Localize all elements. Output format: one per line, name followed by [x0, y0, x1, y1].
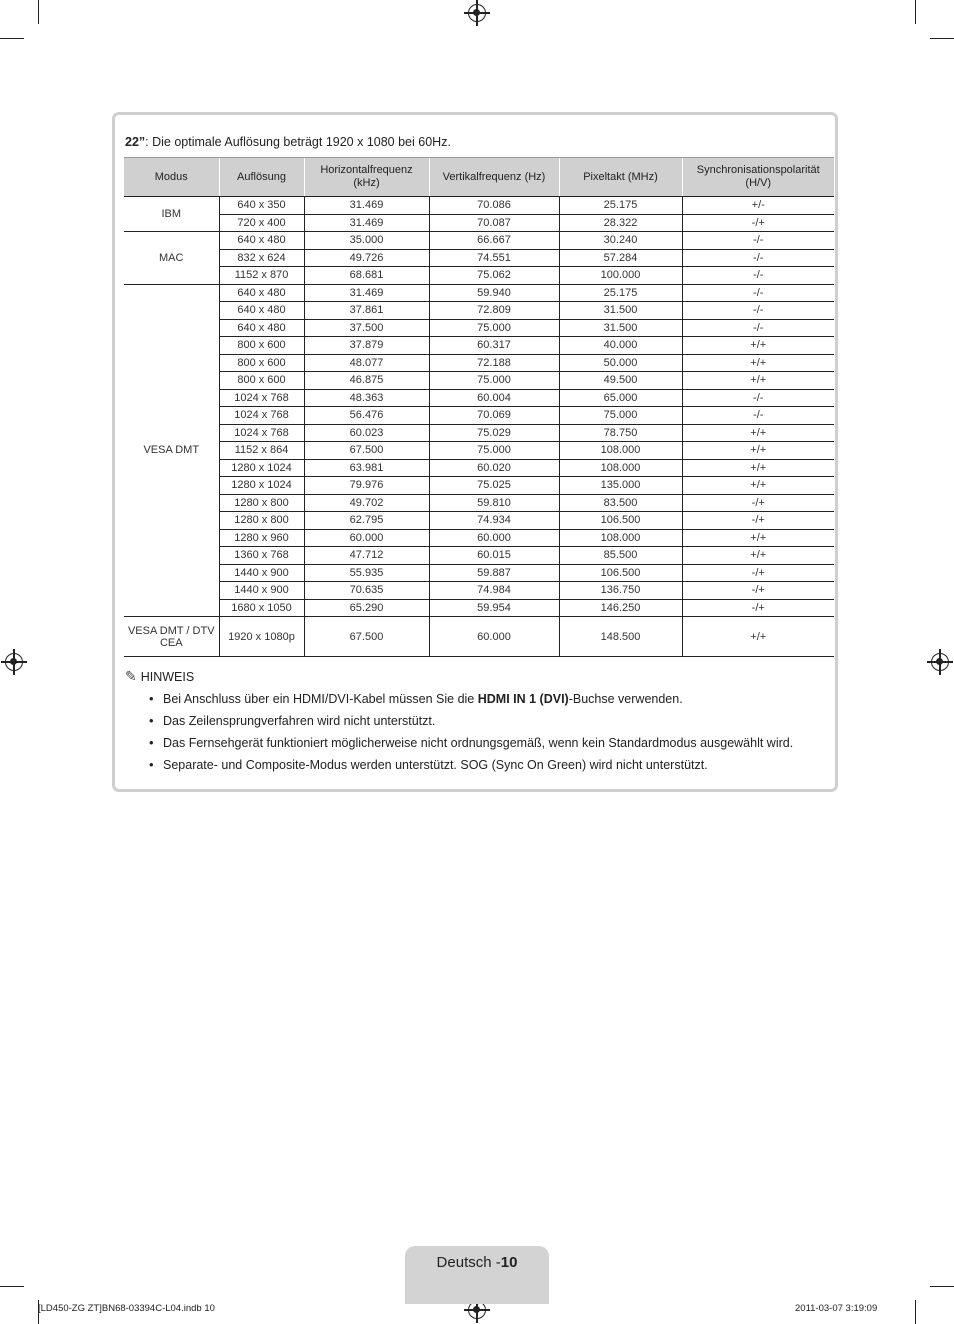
polarity-cell: +/+	[682, 477, 834, 495]
resolution-cell: 720 x 400	[219, 214, 304, 232]
hfreq-cell: 79.976	[304, 477, 429, 495]
pixelclock-cell: 135.000	[559, 477, 682, 495]
polarity-cell: -/+	[682, 582, 834, 600]
resolution-cell: 1280 x 1024	[219, 459, 304, 477]
vfreq-cell: 66.667	[429, 232, 559, 250]
pixelclock-cell: 108.000	[559, 529, 682, 547]
crop-mark	[915, 0, 916, 24]
list-item	[125, 735, 835, 751]
hfreq-cell: 31.469	[304, 284, 429, 302]
table-row	[124, 232, 834, 250]
notes-heading	[125, 668, 835, 685]
vfreq-cell: 70.086	[429, 197, 559, 215]
page-language: Deutsch -	[436, 1254, 501, 1271]
header-vfreq: Vertikalfrequenz (Hz)	[429, 158, 559, 197]
pixelclock-cell: 25.175	[559, 284, 682, 302]
hfreq-cell: 70.635	[304, 582, 429, 600]
vfreq-cell: 72.809	[429, 302, 559, 320]
table-row	[124, 249, 834, 267]
hfreq-cell: 56.476	[304, 407, 429, 425]
table-body	[124, 197, 834, 657]
resolution-cell: 1152 x 870	[219, 267, 304, 285]
pixelclock-cell: 83.500	[559, 494, 682, 512]
hfreq-cell: 35.000	[304, 232, 429, 250]
resolution-cell: 800 x 600	[219, 354, 304, 372]
table-row	[124, 494, 834, 512]
polarity-cell: -/-	[682, 389, 834, 407]
notes-title: HINWEIS	[140, 669, 195, 684]
vfreq-cell: 59.954	[429, 599, 559, 617]
vfreq-cell: 60.015	[429, 547, 559, 565]
table-row	[124, 407, 834, 425]
resolution-cell: 1680 x 1050	[219, 599, 304, 617]
resolution-cell: 640 x 480	[219, 319, 304, 337]
pixelclock-cell: 65.000	[559, 389, 682, 407]
footer-timestamp: 2011-03-07 3:19:09	[795, 1303, 878, 1314]
hfreq-cell: 48.363	[304, 389, 429, 407]
note-text: Das Fernsehgerät funktioniert möglicherweise nicht ordnungsgemäß, wenn kein Standardmodus ausgewählt wird.	[163, 736, 794, 750]
crop-mark	[38, 0, 39, 24]
notes-section	[125, 668, 835, 779]
pixelclock-cell: 106.500	[559, 512, 682, 530]
table-row	[124, 302, 834, 320]
hfreq-cell: 47.712	[304, 547, 429, 565]
polarity-cell: -/+	[682, 494, 834, 512]
list-item	[125, 757, 835, 773]
table-row	[124, 582, 834, 600]
hfreq-cell: 31.469	[304, 214, 429, 232]
resolution-cell: 640 x 350	[219, 197, 304, 215]
table-row	[124, 459, 834, 477]
resolution-cell: 1280 x 800	[219, 512, 304, 530]
polarity-cell: +/+	[682, 354, 834, 372]
pixelclock-cell: 148.500	[559, 617, 682, 657]
resolution-cell: 1280 x 960	[219, 529, 304, 547]
note-text: Das Zeilensprungverfahren wird nicht unterstützt.	[163, 714, 436, 728]
pixelclock-cell: 31.500	[559, 302, 682, 320]
vfreq-cell: 74.984	[429, 582, 559, 600]
polarity-cell: -/-	[682, 284, 834, 302]
table-row	[124, 564, 834, 582]
resolution-cell: 1024 x 768	[219, 424, 304, 442]
resolution-cell: 1920 x 1080p	[219, 617, 304, 657]
pixelclock-cell: 108.000	[559, 459, 682, 477]
vfreq-cell: 74.551	[429, 249, 559, 267]
table-row	[124, 319, 834, 337]
crop-mark	[915, 1300, 916, 1324]
vfreq-cell: 60.004	[429, 389, 559, 407]
registration-mark-icon	[468, 4, 486, 22]
registration-mark-icon	[5, 653, 23, 671]
registration-mark-icon	[931, 653, 949, 671]
vfreq-cell: 60.000	[429, 617, 559, 657]
hfreq-cell: 67.500	[304, 617, 429, 657]
header-pixelclock: Pixeltakt (MHz)	[559, 158, 682, 197]
resolution-cell: 1024 x 768	[219, 389, 304, 407]
resolution-cell: 640 x 480	[219, 284, 304, 302]
polarity-cell: +/+	[682, 442, 834, 460]
table-row	[124, 512, 834, 530]
polarity-cell: +/+	[682, 424, 834, 442]
header-resolution: Auflösung	[219, 158, 304, 197]
table-row	[124, 477, 834, 495]
intro-size: 22”	[125, 135, 146, 149]
table-row	[124, 372, 834, 390]
pixelclock-cell: 57.284	[559, 249, 682, 267]
pixelclock-cell: 85.500	[559, 547, 682, 565]
polarity-cell: +/+	[682, 337, 834, 355]
pixelclock-cell: 106.500	[559, 564, 682, 582]
resolution-cell: 1280 x 1024	[219, 477, 304, 495]
pixelclock-cell: 30.240	[559, 232, 682, 250]
spec-panel	[112, 112, 838, 792]
table-row	[124, 547, 834, 565]
polarity-cell: -/-	[682, 232, 834, 250]
note-text: Separate- und Composite-Modus werden unterstützt. SOG (Sync On Green) wird nicht unterstützt.	[163, 758, 708, 772]
resolution-cell: 800 x 600	[219, 372, 304, 390]
polarity-cell: +/+	[682, 372, 834, 390]
polarity-cell: -/+	[682, 599, 834, 617]
hfreq-cell: 67.500	[304, 442, 429, 460]
vfreq-cell: 72.188	[429, 354, 559, 372]
hfreq-cell: 37.879	[304, 337, 429, 355]
pixelclock-cell: 75.000	[559, 407, 682, 425]
hfreq-cell: 37.861	[304, 302, 429, 320]
resolution-cell: 1152 x 864	[219, 442, 304, 460]
table-row	[124, 267, 834, 285]
polarity-cell: -/-	[682, 302, 834, 320]
vfreq-cell: 75.000	[429, 372, 559, 390]
crop-mark	[0, 1286, 24, 1287]
resolution-cell: 832 x 624	[219, 249, 304, 267]
pixelclock-cell: 28.322	[559, 214, 682, 232]
vfreq-cell: 70.069	[429, 407, 559, 425]
list-item	[125, 713, 835, 729]
hfreq-cell: 63.981	[304, 459, 429, 477]
table-row	[124, 197, 834, 215]
pixelclock-cell: 49.500	[559, 372, 682, 390]
crop-mark	[930, 38, 954, 39]
polarity-cell: -/-	[682, 267, 834, 285]
resolution-cell: 800 x 600	[219, 337, 304, 355]
note-text-end: -Buchse verwenden.	[568, 692, 683, 706]
pixelclock-cell: 25.175	[559, 197, 682, 215]
pixelclock-cell: 50.000	[559, 354, 682, 372]
hfreq-cell: 60.023	[304, 424, 429, 442]
polarity-cell: +/+	[682, 529, 834, 547]
mode-cell: VESA DMT / DTV CEA	[124, 617, 219, 657]
polarity-cell: -/+	[682, 512, 834, 530]
table-row	[124, 284, 834, 302]
polarity-cell: -/-	[682, 319, 834, 337]
note-text: Bei Anschluss über ein HDMI/DVI-Kabel müssen Sie die	[163, 692, 478, 706]
page-number-tab	[405, 1246, 549, 1304]
display-modes-table	[124, 157, 834, 657]
table-row	[124, 424, 834, 442]
mode-cell: MAC	[124, 232, 219, 285]
pixelclock-cell: 31.500	[559, 319, 682, 337]
vfreq-cell: 60.317	[429, 337, 559, 355]
polarity-cell: +/+	[682, 617, 834, 657]
header-hfreq: Horizontalfrequenz (kHz)	[304, 158, 429, 197]
mode-cell: IBM	[124, 197, 219, 232]
polarity-cell: +/+	[682, 547, 834, 565]
vfreq-cell: 59.887	[429, 564, 559, 582]
polarity-cell: -/-	[682, 407, 834, 425]
table-row	[124, 337, 834, 355]
table-row	[124, 617, 834, 657]
table-row	[124, 599, 834, 617]
vfreq-cell: 59.810	[429, 494, 559, 512]
hfreq-cell: 49.702	[304, 494, 429, 512]
table-row	[124, 214, 834, 232]
resolution-cell: 1024 x 768	[219, 407, 304, 425]
resolution-cell: 640 x 480	[219, 302, 304, 320]
pencil-icon: ✎	[125, 668, 137, 684]
hfreq-cell: 48.077	[304, 354, 429, 372]
pixelclock-cell: 78.750	[559, 424, 682, 442]
note-bold-text: HDMI IN 1 (DVI)	[477, 692, 569, 706]
page-number: 10	[500, 1254, 518, 1271]
crop-mark	[930, 1286, 954, 1287]
pixelclock-cell: 136.750	[559, 582, 682, 600]
header-polarity: Synchronisationspolarität (H/V)	[682, 158, 834, 197]
polarity-cell: +/+	[682, 459, 834, 477]
vfreq-cell: 74.934	[429, 512, 559, 530]
table-row	[124, 354, 834, 372]
resolution-cell: 1440 x 900	[219, 564, 304, 582]
crop-mark	[0, 38, 24, 39]
hfreq-cell: 68.681	[304, 267, 429, 285]
hfreq-cell: 49.726	[304, 249, 429, 267]
hfreq-cell: 55.935	[304, 564, 429, 582]
vfreq-cell: 75.000	[429, 442, 559, 460]
hfreq-cell: 31.469	[304, 197, 429, 215]
vfreq-cell: 60.000	[429, 529, 559, 547]
mode-cell: VESA DMT	[124, 284, 219, 617]
intro-line	[125, 135, 451, 149]
hfreq-cell: 65.290	[304, 599, 429, 617]
table-row	[124, 389, 834, 407]
notes-list	[125, 691, 835, 773]
vfreq-cell: 75.025	[429, 477, 559, 495]
polarity-cell: -/+	[682, 564, 834, 582]
vfreq-cell: 75.062	[429, 267, 559, 285]
resolution-cell: 1280 x 800	[219, 494, 304, 512]
pixelclock-cell: 40.000	[559, 337, 682, 355]
vfreq-cell: 60.020	[429, 459, 559, 477]
polarity-cell: +/-	[682, 197, 834, 215]
polarity-cell: -/+	[682, 214, 834, 232]
pixelclock-cell: 100.000	[559, 267, 682, 285]
resolution-cell: 1360 x 768	[219, 547, 304, 565]
table-row	[124, 529, 834, 547]
vfreq-cell: 75.029	[429, 424, 559, 442]
table-header-row	[124, 158, 834, 197]
hfreq-cell: 46.875	[304, 372, 429, 390]
polarity-cell: -/-	[682, 249, 834, 267]
pixelclock-cell: 146.250	[559, 599, 682, 617]
pixelclock-cell: 108.000	[559, 442, 682, 460]
intro-text: : Die optimale Auflösung beträgt 1920 x 1080 bei 60Hz.	[145, 135, 451, 149]
resolution-cell: 640 x 480	[219, 232, 304, 250]
hfreq-cell: 60.000	[304, 529, 429, 547]
header-mode: Modus	[124, 158, 219, 197]
footer-file-info: [LD450-ZG ZT]BN68-03394C-L04.indb 10	[38, 1303, 215, 1314]
list-item	[125, 691, 835, 707]
vfreq-cell: 75.000	[429, 319, 559, 337]
hfreq-cell: 62.795	[304, 512, 429, 530]
hfreq-cell: 37.500	[304, 319, 429, 337]
table-row	[124, 442, 834, 460]
vfreq-cell: 70.087	[429, 214, 559, 232]
resolution-cell: 1440 x 900	[219, 582, 304, 600]
vfreq-cell: 59.940	[429, 284, 559, 302]
